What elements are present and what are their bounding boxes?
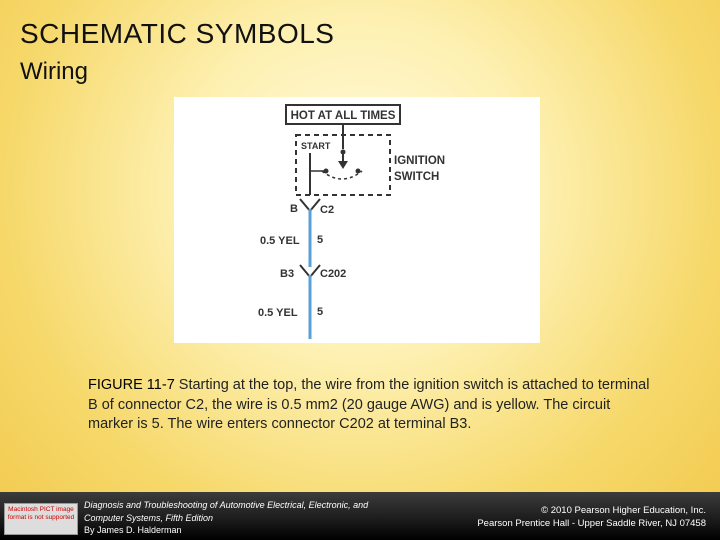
figure-caption <box>88 376 658 435</box>
wiring-figure <box>174 97 540 343</box>
switch-label-2: SWITCH <box>394 171 440 183</box>
caption-text: Starting at the top, the wire from the ignition switch is attached to terminal B of connector C2, the wire is 0.5 mm2 (20 gauge AWG) and is yellow. The circuit marker is 5. The wire enters connector C202 at terminal B3. <box>88 377 650 432</box>
switch-arrow <box>338 161 348 169</box>
wire-size-2: 0.5 YEL <box>258 307 298 319</box>
start-label: START <box>301 141 331 151</box>
connector-c2-label: C2 <box>320 204 335 216</box>
switch-contact-right <box>356 169 361 174</box>
circuit-marker-1: 5 <box>317 234 324 246</box>
switch-label-1: IGNITION <box>394 155 446 167</box>
terminal-b3-label: B3 <box>280 268 295 280</box>
hot-label: HOT AT ALL TIMES <box>290 110 396 122</box>
unsupported-image-notice: Macintosh PICT image format is not supported <box>4 503 78 535</box>
terminal-b-label: B <box>290 203 298 215</box>
book-author: By James D. Halderman <box>84 525 182 535</box>
footer-bar <box>0 492 720 540</box>
copyright-text: © 2010 Pearson Higher Education, Inc. <box>541 505 706 516</box>
wire-size-1: 0.5 YEL <box>260 235 300 247</box>
figure-id: FIGURE 11-7 <box>88 377 175 393</box>
footer-book-info <box>84 499 374 537</box>
wiring-diagram <box>174 97 540 343</box>
footer-copyright <box>477 504 706 530</box>
publisher-text: Pearson Prentice Hall - Upper Saddle River, NJ 07458 <box>477 518 706 529</box>
book-title: Diagnosis and Troubleshooting of Automotive Electrical, Electronic, and Computer Systems, Fifth Edition <box>84 500 369 523</box>
connector-c202-label: C202 <box>320 268 347 280</box>
circuit-marker-2: 5 <box>317 306 324 318</box>
slide-subtitle: Wiring <box>20 58 89 85</box>
slide-title: SCHEMATIC SYMBOLS <box>20 18 335 49</box>
